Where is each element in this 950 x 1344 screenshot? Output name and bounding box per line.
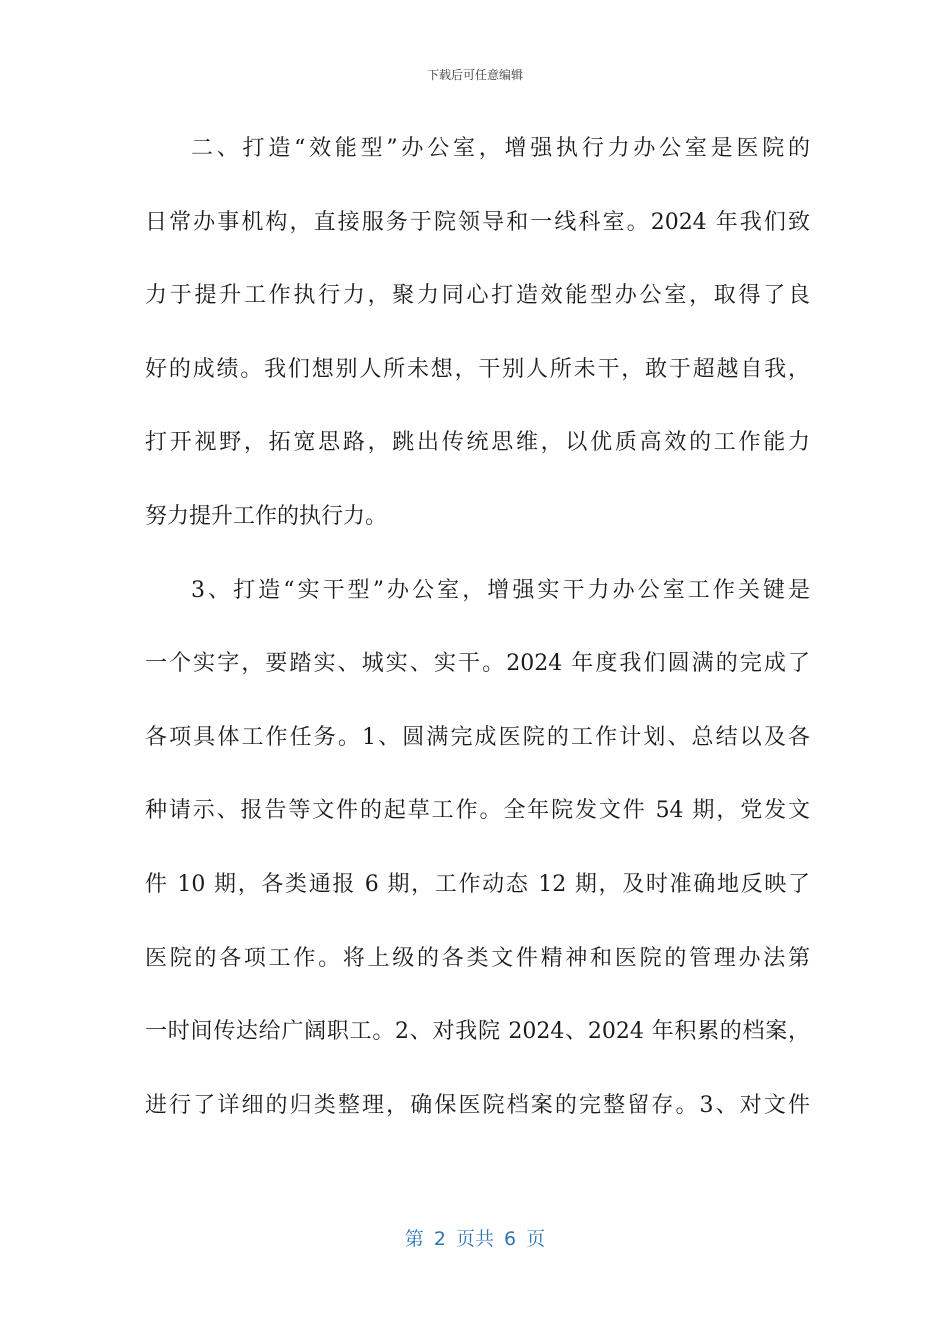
text-line: 日常办事机构，直接服务于院领导和一线科室。2024 年我们致 (145, 209, 810, 235)
footer-total-pages: 6 (504, 1228, 517, 1250)
text-line: 3、打造“实干型”办公室，增强实干力办公室工作关键是 (191, 577, 810, 603)
text-line: 医院的各项工作。将上级的各类文件精神和医院的管理办法第 (145, 945, 810, 971)
footer-middle: 页共 (455, 1228, 494, 1250)
text-line: 好的成绩。我们想别人所未想，干别人所未干，敢于超越自我， (145, 356, 810, 382)
footer-prefix: 第 (404, 1228, 424, 1250)
footer-page-number: 2 (433, 1228, 446, 1250)
text-line: 种请示、报告等文件的起草工作。全年院发文件 54 期，党发文 (145, 798, 810, 824)
text-line: 进行了详细的归类整理，确保医院档案的完整留存。3、对文件 (145, 1092, 810, 1118)
document-body (145, 112, 810, 1142)
paragraph (145, 112, 810, 554)
text-line: 打开视野，拓宽思路，跳出传统思维，以优质高效的工作能力 (145, 430, 810, 456)
text-line: 一个实字，要踏实、城实、实干。2024 年度我们圆满的完成了 (145, 651, 810, 677)
text-line: 各项具体工作任务。1、圆满完成医院的工作计划、总结以及各 (145, 724, 810, 750)
text-line: 件 10 期，各类通报 6 期，工作动态 12 期，及时准确地反映了 (145, 871, 810, 897)
page-footer (0, 1224, 950, 1251)
page-header: 下载后可任意编辑 (426, 68, 523, 82)
text-line: 努力提升工作的执行力。 (145, 503, 388, 529)
footer-suffix: 页 (526, 1228, 546, 1250)
text-line: 力于提升工作执行力，聚力同心打造效能型办公室，取得了良 (145, 283, 810, 309)
text-line: 二、打造“效能型”办公室，增强执行力办公室是医院的 (191, 136, 810, 161)
text-line: 一时间传达给广阔职工。2、对我院 2024、2024 年积累的档案， (145, 1019, 810, 1045)
paragraph (145, 554, 810, 1143)
